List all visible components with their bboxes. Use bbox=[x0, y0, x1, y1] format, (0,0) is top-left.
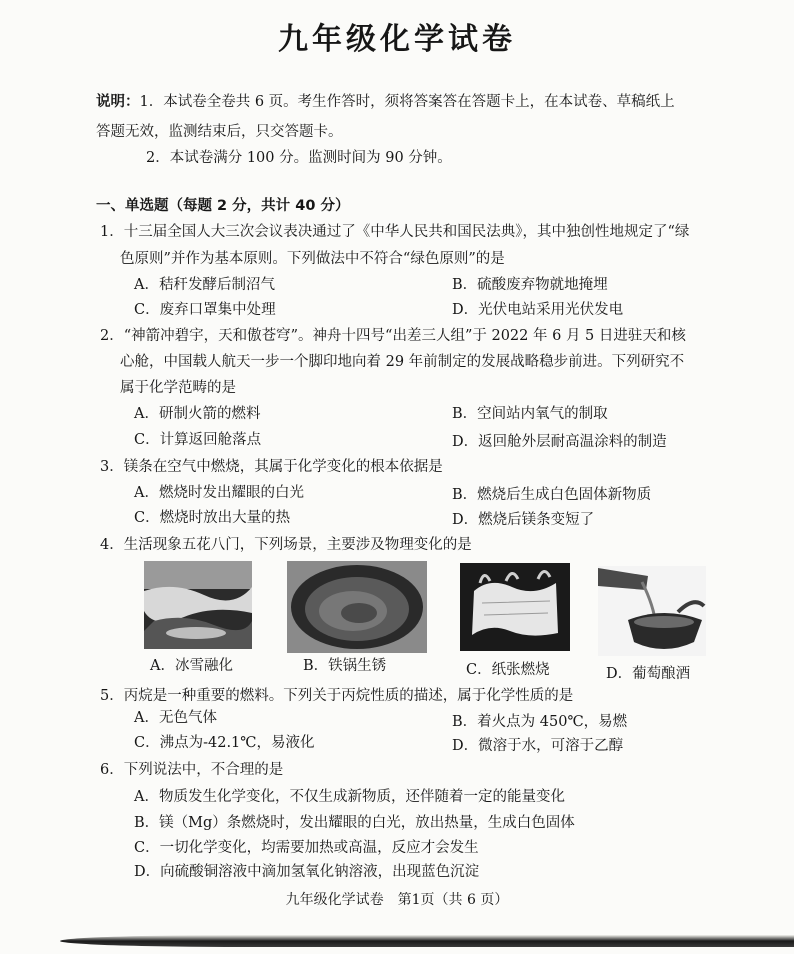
q4-stem: 4．生活现象五花八门，下列场景，主要涉及物理变化的是 bbox=[100, 537, 472, 553]
q5-option-c: C．沸点为-42.1℃，易液化 bbox=[134, 735, 315, 751]
scan-edge-shadow bbox=[60, 935, 794, 947]
q1-stem-1: 1．十三届全国人大三次会议表决通过了《中华人民共和国民法典》，其中独创性地规定了“绿 bbox=[100, 224, 690, 240]
q3-option-c: C．燃烧时放出大量的热 bbox=[134, 510, 291, 526]
q6-option-d: D．向硫酸铜溶液中滴加氢氧化钠溶液，出现蓝色沉淀 bbox=[134, 864, 480, 880]
q6-option-c: C．一切化学变化，均需要加热或高温，反应才会发生 bbox=[134, 840, 479, 856]
q1-stem-2: 色原则”并作为基本原则。下列做法中不符合“绿色原则”的是 bbox=[120, 251, 505, 267]
q2-option-b: B．空间站内氧气的制取 bbox=[452, 406, 608, 422]
page-footer: 九年级化学试卷 第1页（共 6 页） bbox=[285, 892, 509, 908]
instructions-line2: 2．本试卷满分 100 分。监测时间为 90 分钟。 bbox=[146, 150, 452, 166]
q2-option-c: C．计算返回舱落点 bbox=[134, 432, 262, 448]
q1-option-a: A．秸秆发酵后制沼气 bbox=[134, 277, 275, 293]
q6-option-a: A．物质发生化学变化，不仅生成新物质，还伴随着一定的能量变化 bbox=[134, 789, 565, 805]
page-title: 九年级化学试卷 bbox=[278, 22, 516, 57]
q1-option-d: D．光伏电站采用光伏发电 bbox=[452, 302, 624, 318]
q3-option-b: B．燃烧后生成白色固体新物质 bbox=[452, 487, 652, 503]
instructions-line1 bbox=[96, 92, 675, 112]
q4-option-d: D．葡萄酿酒 bbox=[606, 666, 691, 682]
ice-snow-melting-photo bbox=[144, 561, 252, 649]
grape-wine-making-photo bbox=[598, 566, 706, 656]
instructions-line1b: 答题无效，监测结束后，只交答题卡。 bbox=[96, 124, 343, 140]
q2-stem-3: 属于化学范畴的是 bbox=[120, 380, 236, 396]
q5-option-a: A．无色气体 bbox=[134, 710, 217, 726]
q5-stem: 5．丙烷是一种重要的燃料。下列关于丙烷性质的描述，属于化学性质的是 bbox=[100, 688, 574, 704]
q2-option-d: D．返回舱外层耐高温涂料的制造 bbox=[452, 434, 667, 450]
grape-wine-making-image bbox=[598, 566, 706, 656]
q3-option-d: D．燃烧后镁条变短了 bbox=[452, 512, 595, 528]
section-heading: 一、单选题（每题 2 分，共计 40 分） bbox=[96, 198, 350, 214]
iron-pot-rusting-photo bbox=[287, 561, 427, 653]
q1-option-c: C．废弃口罩集中处理 bbox=[134, 302, 276, 318]
q6-stem: 6．下列说法中，不合理的是 bbox=[100, 762, 284, 778]
instructions-label: 说明： bbox=[96, 94, 140, 110]
q4-option-b: B．铁锅生锈 bbox=[303, 658, 387, 674]
q3-stem: 3．镁条在空气中燃烧，其属于化学变化的根本依据是 bbox=[100, 459, 443, 475]
iron-pot-rusting-image bbox=[287, 561, 427, 653]
q1-option-b: B．硫酸废弃物就地掩埋 bbox=[452, 277, 608, 293]
q4-option-c: C．纸张燃烧 bbox=[466, 662, 550, 678]
paper-burning-image bbox=[460, 563, 570, 651]
q3-option-a: A．燃烧时发出耀眼的白光 bbox=[134, 485, 304, 501]
q5-option-b: B．着火点为 450℃，易燃 bbox=[452, 714, 628, 730]
q4-option-a: A．冰雪融化 bbox=[150, 658, 233, 674]
q2-stem-1: 2．“神箭冲碧宇，天和傲苍穹”。神舟十四号“出差三人组”于 2022 年 6 月 5 日进驻天和核 bbox=[100, 328, 686, 344]
q2-option-a: A．研制火箭的燃料 bbox=[134, 406, 261, 422]
instructions-text-1: 1．本试卷全卷共 6 页。考生作答时，须将答案答在答题卡上，在本试卷、草稿纸上 bbox=[139, 94, 675, 110]
q2-stem-2: 心舱，中国载人航天一步一个脚印地向着 29 年前制定的发展战略稳步前进。下列研究不 bbox=[120, 354, 685, 370]
q6-option-b: B．镁（Mg）条燃烧时，发出耀眼的白光，放出热量，生成白色固体 bbox=[134, 815, 575, 831]
ice-snow-melting-image bbox=[144, 561, 252, 649]
q5-option-d: D．微溶于水，可溶于乙醇 bbox=[452, 738, 624, 754]
paper-burning-photo bbox=[460, 563, 570, 651]
